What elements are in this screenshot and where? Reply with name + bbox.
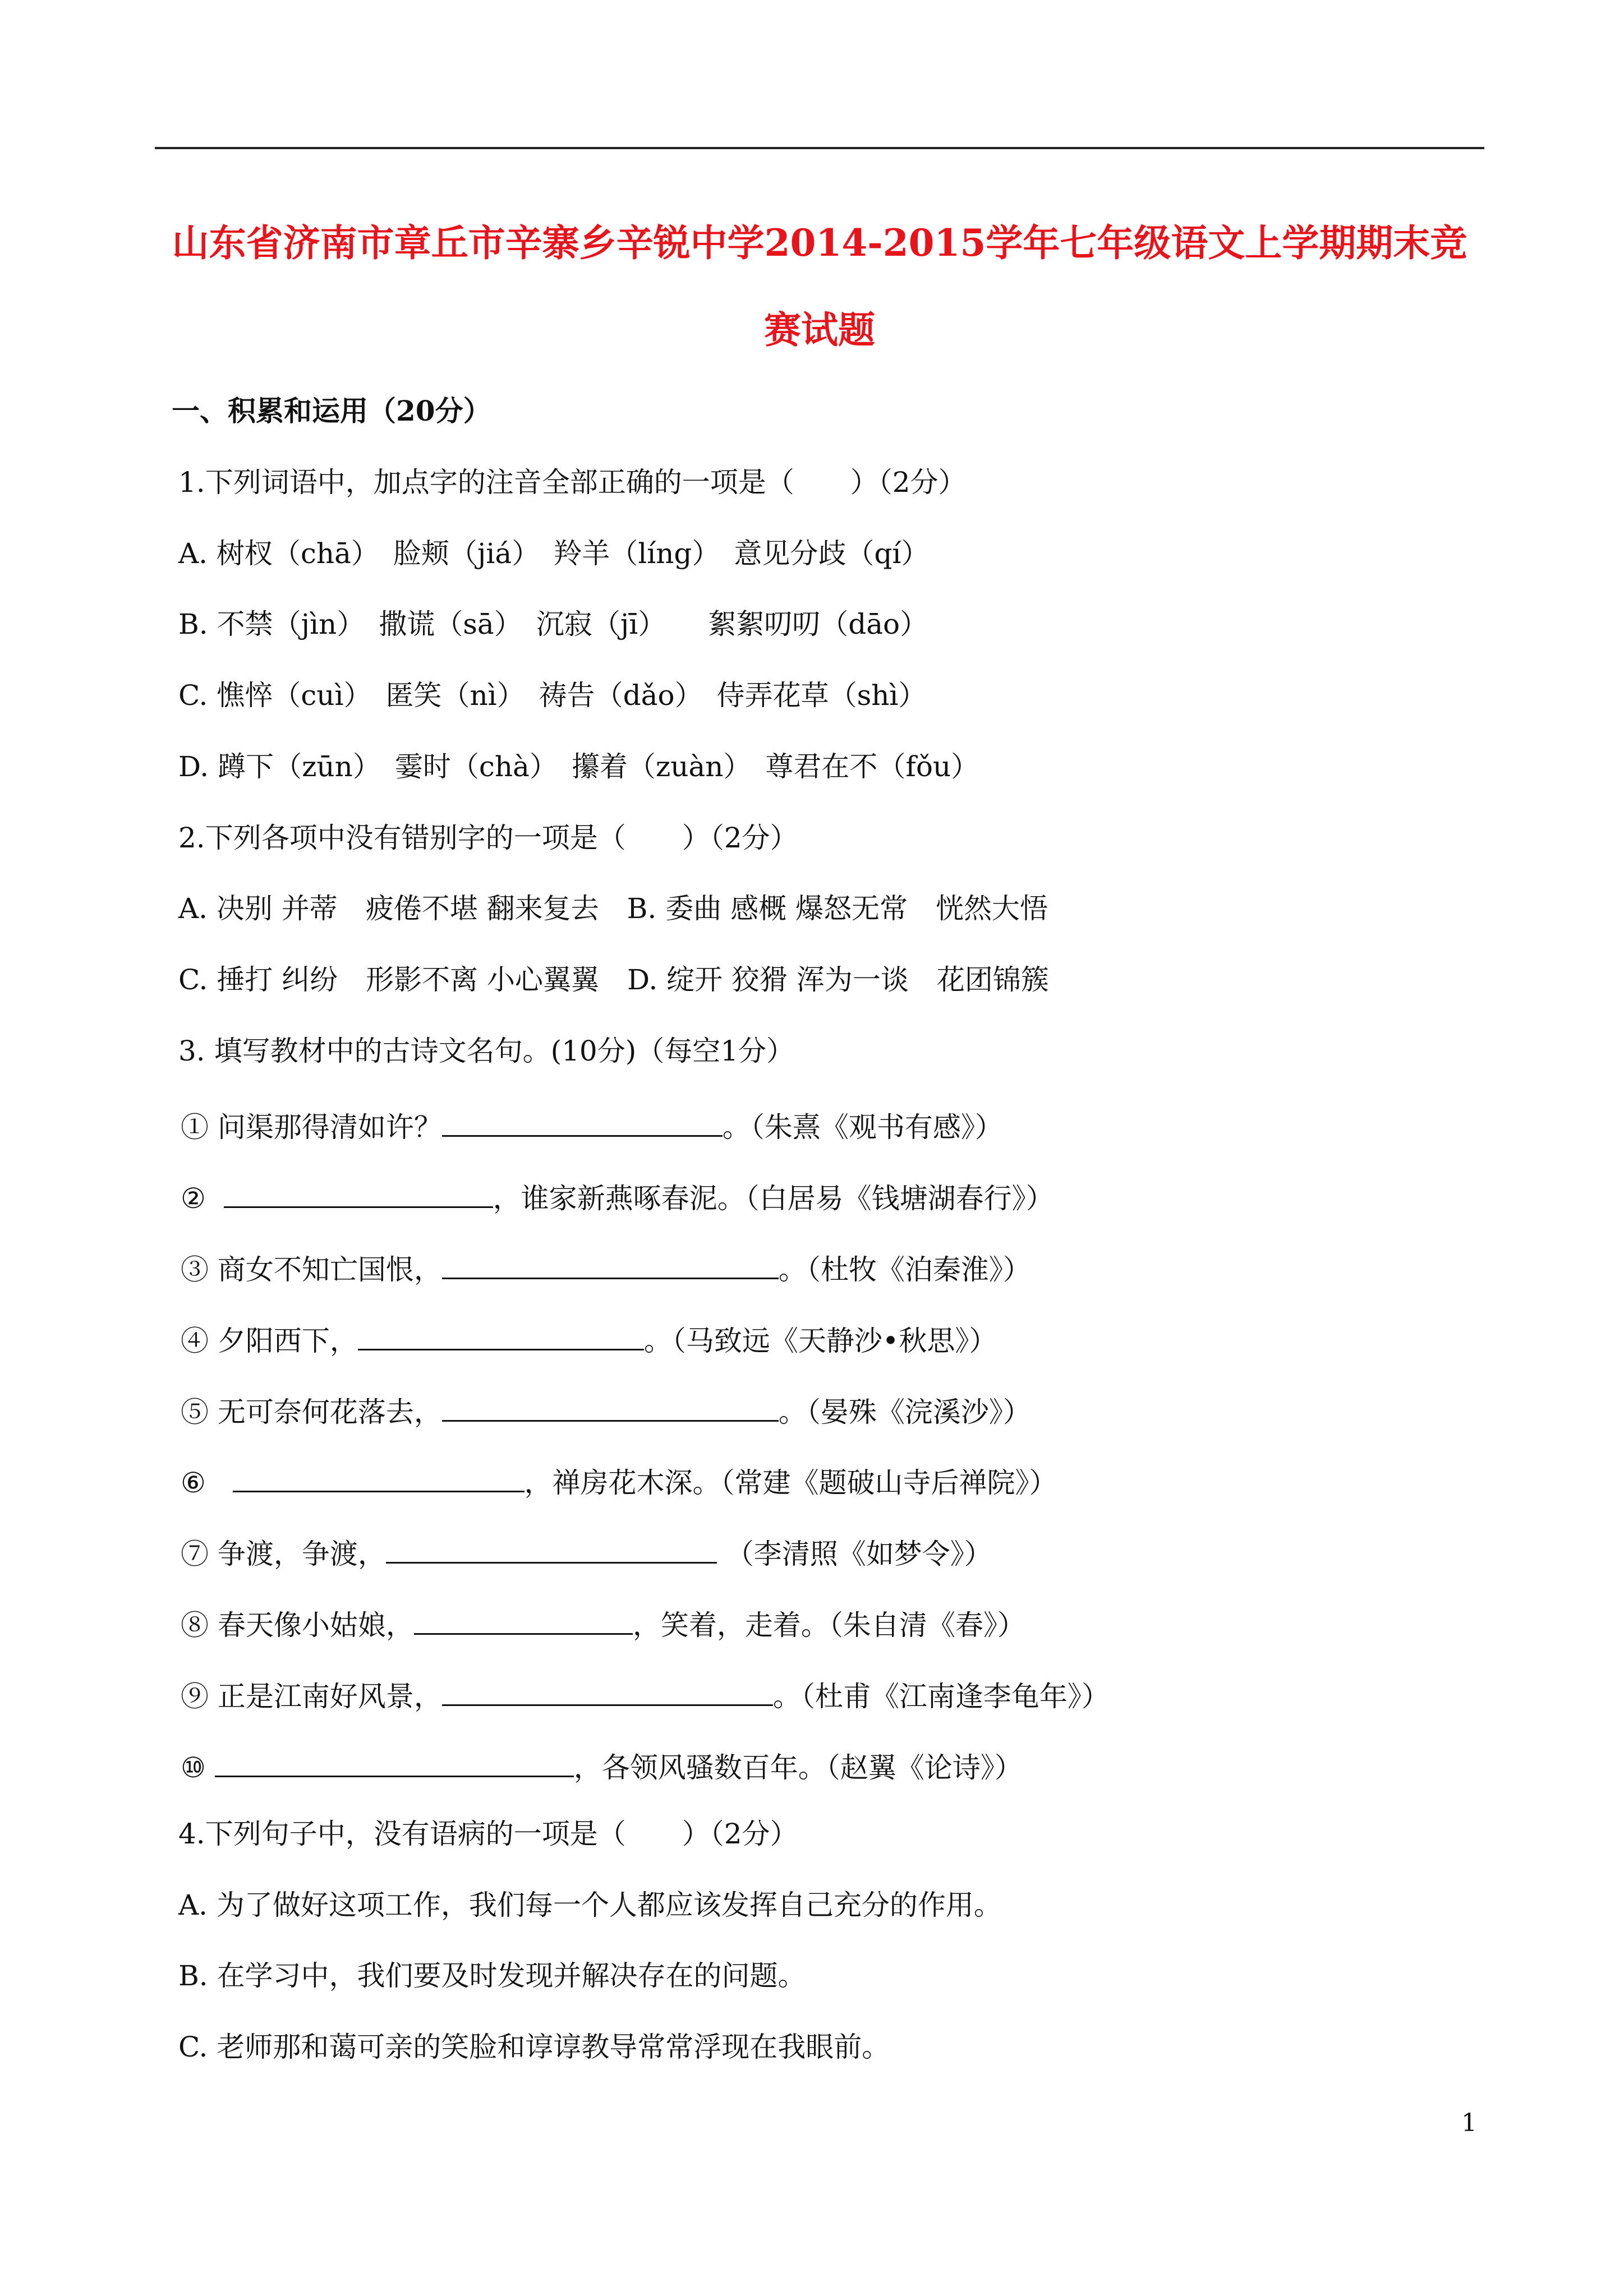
answer-blank[interactable] [386, 1535, 717, 1564]
item-number: ⑩ [181, 1751, 206, 1784]
fill-item-8 [181, 1606, 1025, 1642]
item-number: ④ [181, 1325, 209, 1357]
item-prefix: 春天像小姑娘， [217, 1609, 414, 1642]
item-suffix: ，笑着，走着。（朱自清《春》） [632, 1609, 1025, 1642]
question-3-stem: 3. 填写教材中的古诗文名句。(10分)（每空1分） [178, 1035, 795, 1067]
item-prefix: 夕阳西下， [217, 1325, 358, 1357]
question-1-stem: 1.下列词语中，加点字的注音全部正确的一项是（ ）（2分） [178, 466, 967, 499]
item-prefix: 无可奈何花落去， [217, 1396, 442, 1428]
document-title-line2: 赛试题 [764, 308, 875, 352]
question-1-option-c: C. 憔悴（cuì） 匿笑（nì） 祷告（dǎo） 侍弄花草（shì） [178, 679, 927, 712]
answer-blank[interactable] [442, 1677, 773, 1706]
question-4-option-b: B. 在学习中，我们要及时发现并解决存在的问题。 [178, 1960, 806, 1992]
question-2-stem: 2.下列各项中没有错别字的一项是（ ）（2分） [178, 822, 798, 854]
item-number: ⑤ [181, 1396, 209, 1428]
document-title-line1: 山东省济南市章丘市辛寨乡辛锐中学2014-2015学年七年级语文上学期期末竞 [172, 221, 1467, 265]
item-suffix: 。（晏殊《浣溪沙》） [778, 1396, 1031, 1428]
item-number: ① [181, 1111, 209, 1144]
question-4-option-a: A. 为了做好这项工作，我们每一个人都应该发挥自己充分的作用。 [178, 1889, 1002, 1921]
fill-item-7 [181, 1535, 992, 1568]
answer-blank[interactable] [442, 1251, 779, 1279]
fill-item-10 [181, 1749, 1023, 1782]
item-suffix: 。（朱熹《观书有感》） [722, 1111, 1003, 1144]
question-1-option-a: A. 树杈（chā） 脸颊（jiá） 羚羊（líng） 意见分歧（qí） [178, 537, 930, 570]
fill-item-2 [181, 1179, 1054, 1215]
fill-item-5 [181, 1393, 1031, 1426]
question-2-option-cd: C. 捶打 纠纷 形影不离 小心翼翼 D. 绽开 狡猾 浑为一谈 花团锦簇 [178, 963, 1049, 996]
question-1-option-b: B. 不禁（jìn） 撒谎（sā） 沉寂（jī） 絮絮叨叨（dāo） [178, 608, 928, 640]
item-number: ② [181, 1182, 206, 1215]
fill-item-3 [181, 1251, 1031, 1284]
question-2-option-ab: A. 决别 并蒂 疲倦不堪 翻来复去 B. 委曲 感概 爆怒无常 恍然大悟 [178, 892, 1048, 925]
answer-blank[interactable] [442, 1108, 723, 1137]
item-prefix: 争渡，争渡， [217, 1538, 386, 1570]
item-suffix: ，各领风骚数百年。（赵翼《论诗》） [573, 1751, 1023, 1784]
item-number: ⑥ [181, 1467, 206, 1499]
question-4-option-c: C. 老师那和蔼可亲的笑脸和谆谆教导常常浮现在我眼前。 [178, 2031, 890, 2063]
answer-blank[interactable] [442, 1393, 779, 1422]
question-1-option-d: D. 蹲下（zūn） 霎时（chà） 攥着（zuàn） 尊君在不（fǒu） [178, 750, 979, 783]
item-number: ⑦ [181, 1538, 209, 1570]
item-number: ⑧ [181, 1609, 209, 1642]
header-rule [155, 147, 1484, 149]
item-number: ⑨ [181, 1680, 209, 1713]
section-heading: 一、积累和运用（20分） [172, 394, 491, 427]
fill-item-6 [181, 1464, 1057, 1497]
fill-item-1 [181, 1108, 1003, 1144]
item-suffix: 。（马致远《天静沙•秋思》） [643, 1325, 997, 1357]
question-4-stem: 4.下列句子中，没有语病的一项是（ ）（2分） [178, 1818, 798, 1850]
answer-blank[interactable] [414, 1606, 633, 1635]
item-suffix: 。（杜牧《泊秦淮》） [778, 1253, 1031, 1286]
item-prefix: 问渠那得清如许？ [217, 1111, 442, 1144]
answer-blank[interactable] [224, 1179, 493, 1208]
answer-blank[interactable] [215, 1749, 574, 1777]
item-suffix: ，禅房花木深。（常建《题破山寺后禅院》） [524, 1467, 1057, 1499]
fill-item-9 [181, 1677, 1110, 1711]
answer-blank[interactable] [358, 1322, 644, 1350]
page-number: 1 [1461, 2109, 1477, 2137]
item-prefix: 商女不知亡国恨， [217, 1253, 442, 1286]
item-suffix: （李清照《如梦令》） [725, 1538, 992, 1570]
item-suffix: 。（杜甫《江南逢李龟年》） [772, 1680, 1110, 1713]
item-prefix: 正是江南好风景， [217, 1680, 442, 1713]
answer-blank[interactable] [233, 1464, 525, 1492]
item-suffix: ，谁家新燕啄春泥。（白居易《钱塘湖春行》） [493, 1182, 1054, 1215]
item-number: ③ [181, 1253, 209, 1286]
fill-item-4 [181, 1322, 997, 1355]
